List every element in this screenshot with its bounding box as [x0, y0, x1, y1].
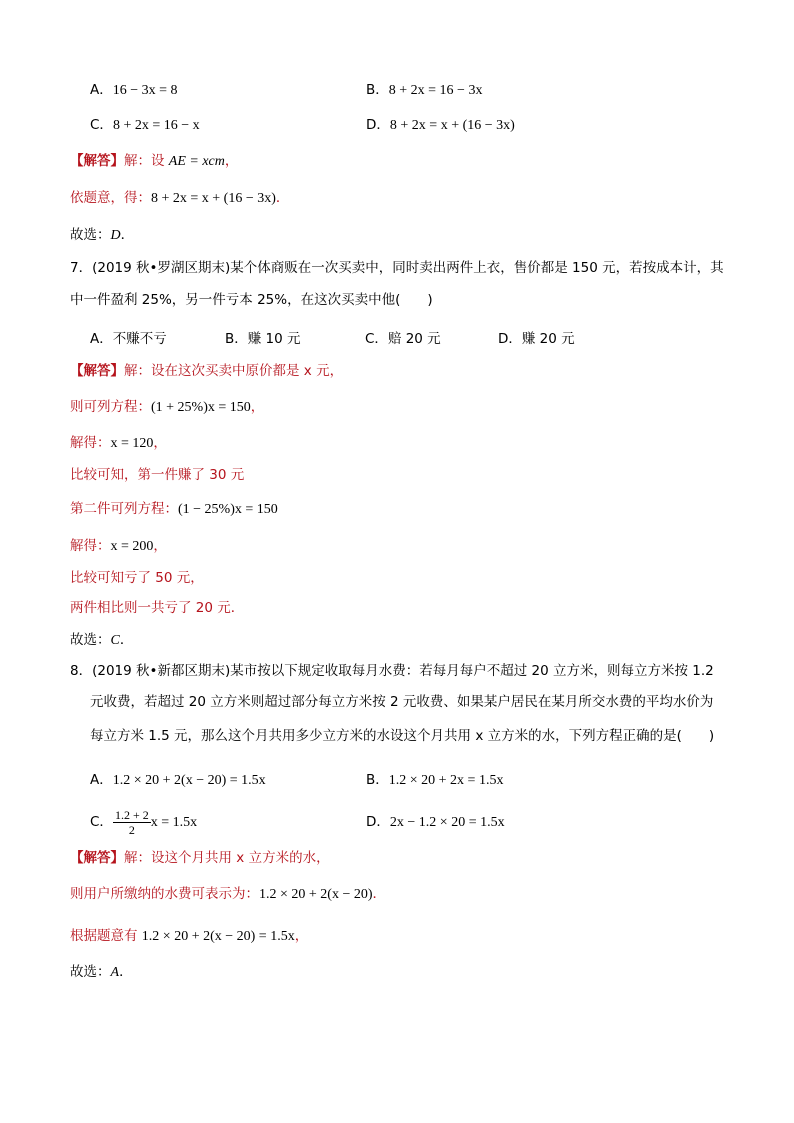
- q7-solution2-line: 解得：x = 200，: [70, 538, 167, 554]
- q6-equation-line: 依题意，得：8 + 2x = x + (16 − 3x)．: [70, 190, 290, 206]
- q6-answer-line: 【解答】解：设 AE = xcm，: [70, 153, 239, 169]
- q8-answer-line: 【解答】解：设这个月共用 x 立方米的水，: [70, 850, 330, 866]
- q8-option-c: C． $\frac{1.2 + 2}{2}$ x = 1.5x: [90, 807, 198, 837]
- q8-option-c-fraction: $\frac{1.2 + 2}{2}$: [114, 807, 149, 837]
- q8-stem-line1: 8．(2019 秋•新都区期末)某市按以下规定收取每月水费：若每月每户不超过 20 立方米，则每立方米按 1.2: [70, 663, 714, 679]
- q8-fee-line: 则用户所缴纳的水费可表示为：1.2 × 20 + 2(x − 20)．: [70, 886, 387, 902]
- q7-option-c: C．赔 20 元: [365, 331, 441, 347]
- q7-option-d: D．赚 20 元: [498, 331, 575, 347]
- q8-equation-line: 根据题意有 1.2 × 20 + 2(x − 20) = 1.5x，: [70, 928, 309, 944]
- q7-compare2-line: 比较可知亏了 50 元，: [70, 570, 204, 586]
- q6-option-d: D．8 + 2x = x + (16 − 3x): [366, 117, 515, 133]
- q7-choice-line: 故选：C．: [70, 632, 134, 648]
- q6-option-a: A．16 − 3x = 8: [90, 82, 178, 98]
- q8-stem-line3: 每立方米 1.5 元，那么这个月共用多少立方米的水设这个月共用 x 立方米的水，下列方程正确的是( ): [90, 728, 715, 744]
- q7-equation1-line: 则可列方程：(1 + 25%)x = 150，: [70, 399, 265, 415]
- q8-option-d: D．2x − 1.2 × 20 = 1.5x: [366, 814, 505, 830]
- q7-compare1-line: 比较可知，第一件赚了 30 元: [70, 467, 245, 483]
- q7-stem-line1: 7．(2019 秋•罗湖区期末)某个体商贩在一次买卖中，同时卖出两件上衣，售价都是 150 元，若按成本计，其: [70, 260, 724, 276]
- q7-option-a: A．不赚不亏: [90, 331, 167, 347]
- q6-choice-line: 故选：D．: [70, 227, 135, 243]
- q8-choice-line: 故选：A．: [70, 964, 133, 980]
- q7-answer-line: 【解答】解：设在这次买卖中原价都是 x 元，: [70, 363, 344, 379]
- q7-solution1-line: 解得：x = 120，: [70, 435, 167, 451]
- q8-option-a: A．1.2 × 20 + 2(x − 20) = 1.5x: [90, 772, 266, 788]
- q6-option-b: B．8 + 2x = 16 − 3x: [366, 82, 483, 98]
- q7-equation2-line: 第二件可列方程：(1 − 25%)x = 150: [70, 501, 278, 517]
- q8-stem-line2: 元收费，若超过 20 立方米则超过部分每立方米按 2 元收费、如果某户居民在某月所交水费的平均水价为: [90, 694, 714, 710]
- q7-option-b: B．赚 10 元: [225, 331, 301, 347]
- q7-stem-line2: 中一件盈利 25%，另一件亏本 25%，在这次买卖中他( ): [70, 292, 433, 308]
- q6-option-c: C．8 + 2x = 16 − x: [90, 117, 200, 133]
- q7-total-line: 两件相比则一共亏了 20 元．: [70, 600, 245, 616]
- q8-option-b: B．1.2 × 20 + 2x = 1.5x: [366, 772, 504, 788]
